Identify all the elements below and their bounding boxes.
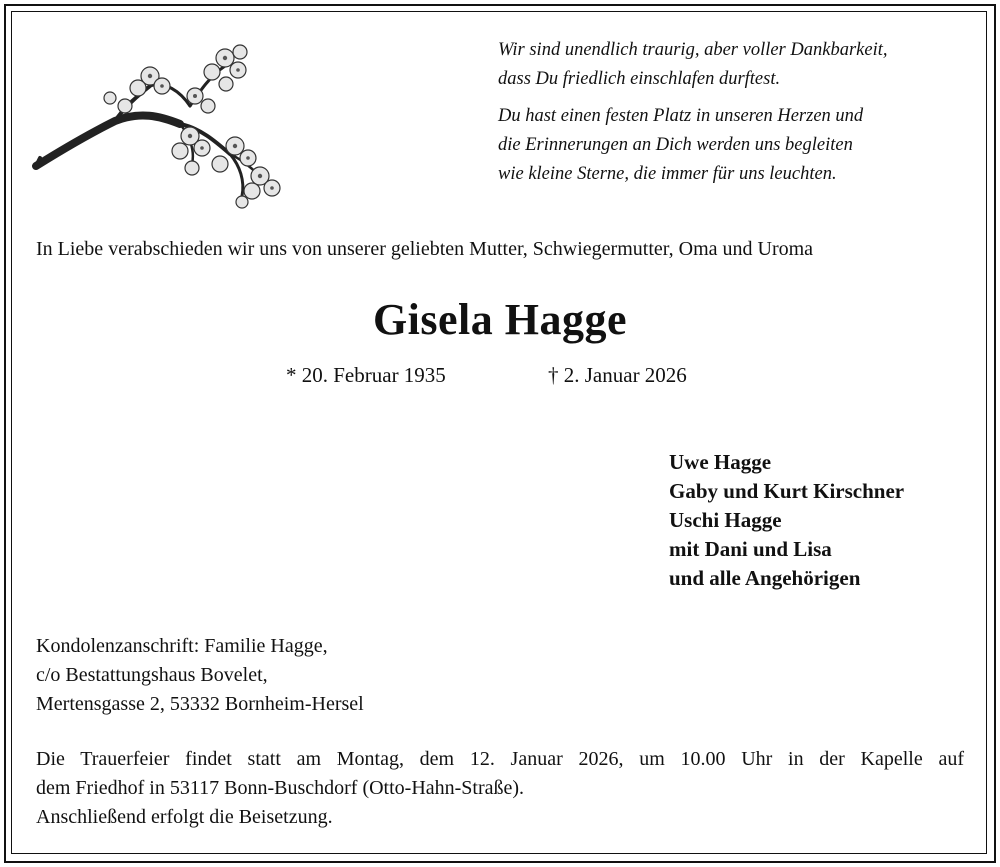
death-date: † 2. Januar 2026 [548, 363, 687, 387]
family-member: und alle Angehörigen [669, 566, 861, 590]
poem-line: wie kleine Sterne, die immer für uns leuchten. [498, 164, 837, 184]
poem-line: dass Du friedlich einschlafen durftest. [498, 69, 781, 89]
poem [498, 36, 968, 197]
family-list [669, 448, 904, 593]
address-line: c/o Bestattungshaus Bovelet, [36, 664, 268, 686]
service-line: Anschließend erfolgt die Beisetzung. [36, 806, 333, 828]
service-line: Die Trauerfeier findet statt am Montag, dem 12. Januar 2026, um 10.00 Uhr in der Kapelle auf [36, 748, 964, 770]
address-line: Kondolenzanschrift: Familie Hagge, [36, 635, 328, 657]
intro-text: In Liebe verabschieden wir uns von unserer geliebten Mutter, Schwiegermutter, Oma und Uroma [36, 238, 814, 260]
cherry-blossom-branch-icon [30, 36, 290, 216]
poem-stanza-1 [498, 36, 968, 94]
poem-line: Wir sind unendlich traurig, aber voller Dankbarkeit, [498, 40, 888, 60]
deceased-name: Gisela Hagge [372, 295, 628, 344]
family-member: mit Dani und Lisa [669, 537, 832, 561]
poem-line: Du hast einen festen Platz in unseren Herzen und [498, 106, 864, 126]
condolence-address [36, 632, 364, 719]
poem-stanza-2 [498, 102, 968, 189]
funeral-service-info [36, 745, 964, 832]
family-member: Uwe Hagge [669, 450, 772, 474]
service-line: dem Friedhof in 53117 Bonn-Buschdorf (Otto-Hahn-Straße). [36, 777, 525, 799]
birth-date: * 20. Februar 1935 [286, 363, 446, 387]
family-member: Uschi Hagge [669, 508, 782, 532]
poem-line: die Erinnerungen an Dich werden uns begleiten [498, 135, 853, 155]
address-line: Mertensgasse 2, 53332 Bornheim-Hersel [36, 693, 364, 715]
family-member: Gaby und Kurt Kirschner [669, 479, 905, 503]
